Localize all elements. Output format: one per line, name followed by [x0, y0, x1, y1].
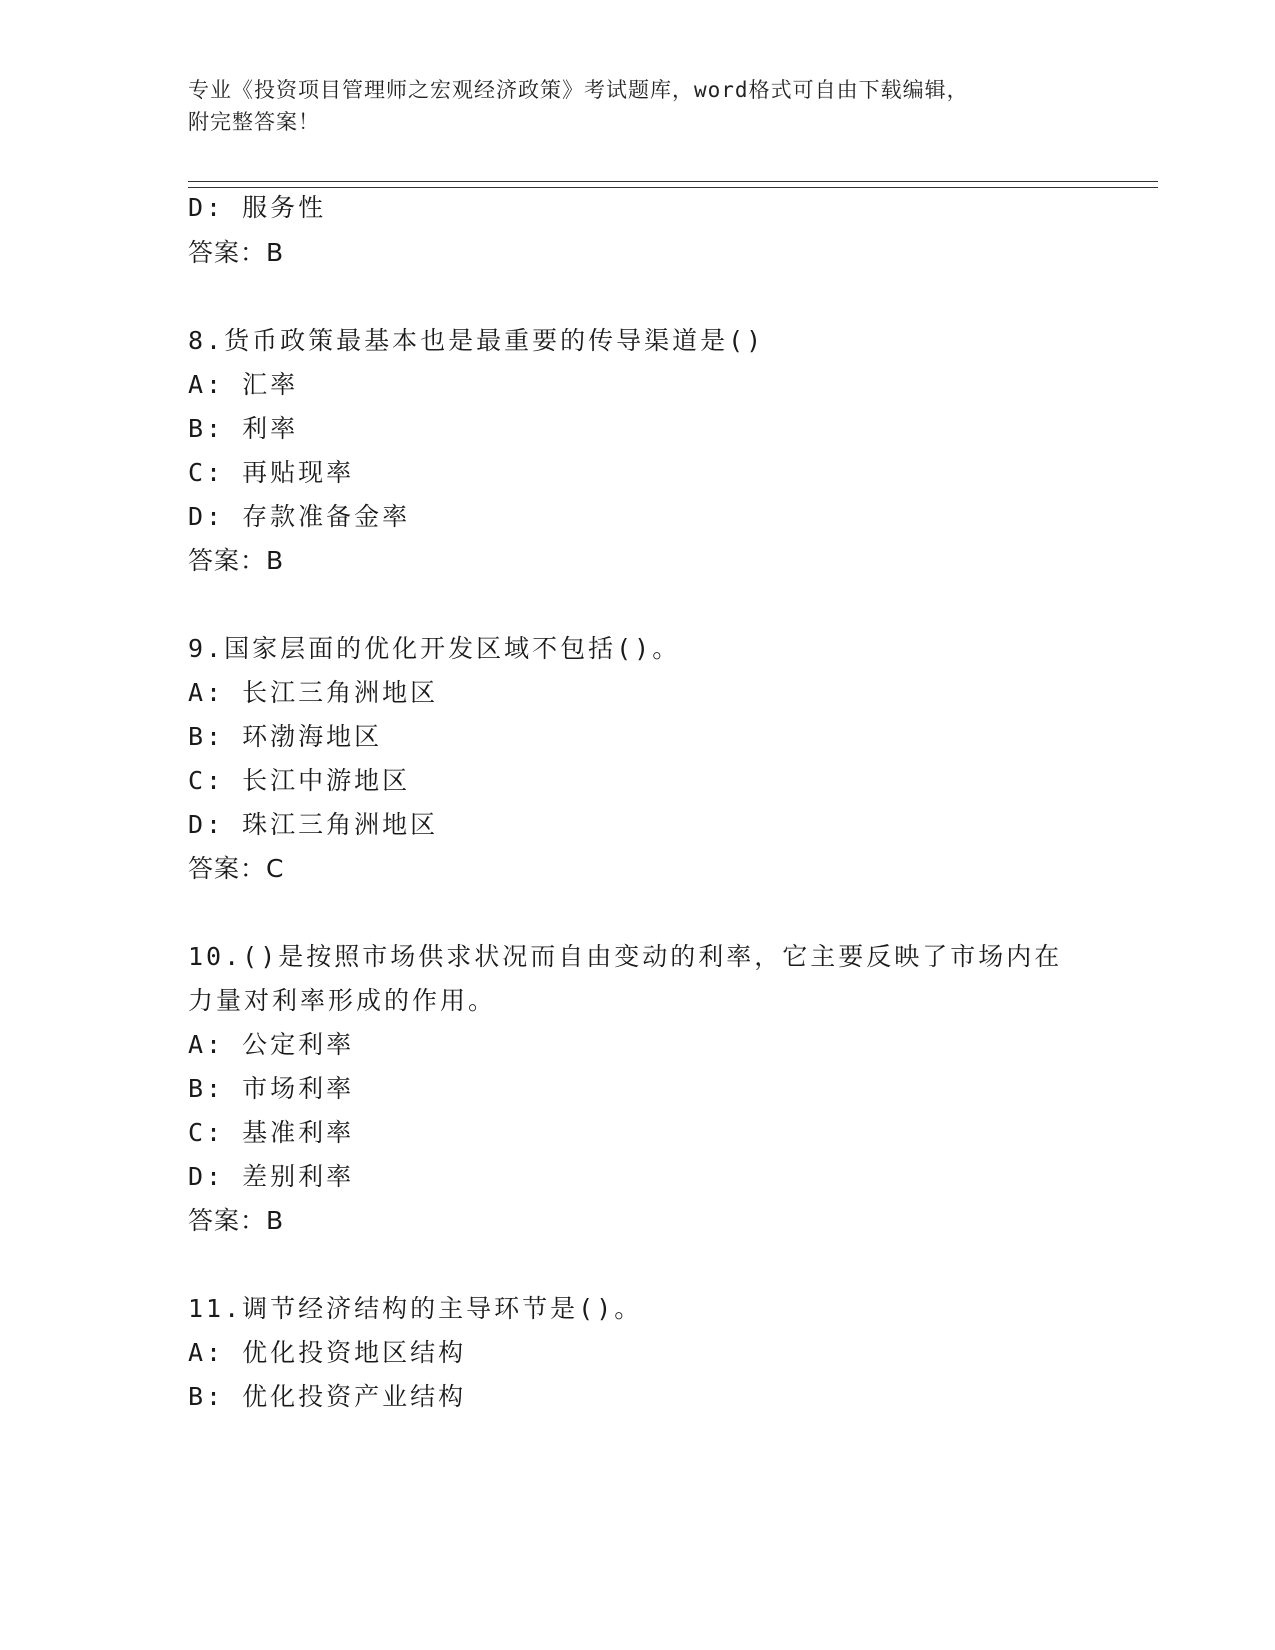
question-8-option-a: A: 汇率: [188, 370, 299, 399]
question-8-option-c: C: 再贴现率: [188, 458, 355, 487]
question-10-stem-line-2: 力量对利率形成的作用。: [188, 986, 497, 1015]
header-line-2: 附完整答案！: [188, 110, 320, 134]
question-8-option-b: B: 利率: [188, 414, 299, 443]
question-11-option-b: B: 优化投资产业结构: [188, 1382, 467, 1411]
question-9-option-c: C: 长江中游地区: [188, 766, 411, 795]
fragment-answer: 答案：B: [188, 238, 285, 267]
question-10-answer: 答案：B: [188, 1206, 285, 1235]
question-9-option-b: B: 环渤海地区: [188, 722, 383, 751]
fragment-option-d: D: 服务性: [188, 193, 327, 222]
question-10-option-a: A: 公定利率: [188, 1030, 355, 1059]
question-9-answer: 答案：C: [188, 854, 285, 883]
question-10-option-d: D: 差别利率: [188, 1162, 355, 1191]
question-11-option-a: A: 优化投资地区结构: [188, 1338, 467, 1367]
question-10-option-b: B: 市场利率: [188, 1074, 355, 1103]
header-rule-top: [188, 181, 1158, 182]
question-8-answer: 答案：B: [188, 546, 285, 575]
document-header: [188, 74, 1088, 138]
question-10-stem-line-1: 10.()是按照市场供求状况而自由变动的利率，它主要反映了市场内在: [188, 942, 1063, 971]
question-10-option-c: C: 基准利率: [188, 1118, 355, 1147]
question-9-option-d: D: 珠江三角洲地区: [188, 810, 439, 839]
header-rule-bottom: [188, 187, 1158, 188]
header-line-1: 专业《投资项目管理师之宏观经济政策》考试题库，word格式可自由下载编辑，: [188, 78, 969, 102]
question-9-option-a: A: 长江三角洲地区: [188, 678, 439, 707]
question-8-option-d: D: 存款准备金率: [188, 502, 411, 531]
question-8-stem: 8.货币政策最基本也是最重要的传导渠道是(): [188, 326, 765, 355]
question-11-stem: 11.调节经济结构的主导环节是()。: [188, 1294, 643, 1323]
question-9-stem: 9.国家层面的优化开发区域不包括()。: [188, 634, 681, 663]
